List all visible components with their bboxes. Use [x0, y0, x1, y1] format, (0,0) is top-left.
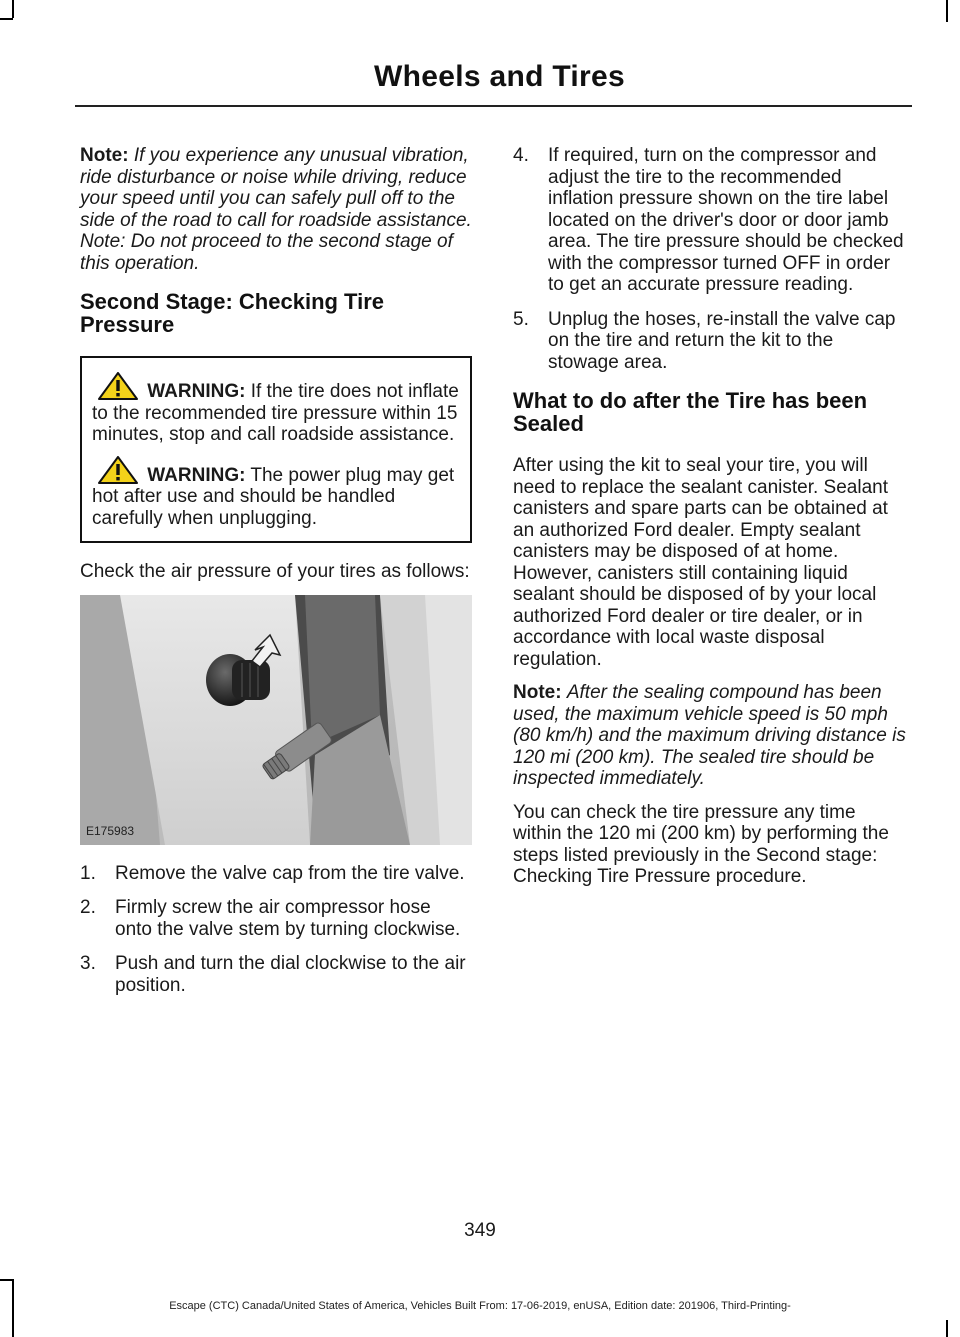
crop-mark [0, 18, 13, 20]
warning-text: The power plug may get hot after use and should be handled carefully when unplugging. [92, 464, 455, 529]
step-number: 1. [80, 862, 96, 884]
step-text: Firmly screw the air compressor hose onto the valve stem by turning clockwise. [115, 897, 461, 940]
step-text: Unplug the hoses, re-install the valve cap on the tire and return the kit to the stowage area. [548, 308, 896, 373]
list-item [80, 863, 472, 885]
note-text: After the sealing compound has been used, the maximum vehicle speed is 50 mph (80 km/h) and the maximum driving distance is 120 mi (200 km). The sealed tire should be inspected immediately. [513, 682, 906, 789]
edition-info: Escape (CTC) Canada/United States of America, Vehicles Built From: 17-06-2019, enUSA, Edition date: 201906, Third-Printing- [169, 1300, 791, 1312]
step-number: 5. [513, 308, 529, 330]
steps-list [513, 145, 908, 373]
warning-item [92, 372, 460, 446]
page-title: Wheels and Tires [374, 60, 625, 93]
step-text: Push and turn the dial clockwise to the air position. [115, 953, 466, 996]
step-text: Remove the valve cap from the tire valve. [115, 862, 465, 884]
crop-mark [12, 0, 14, 18]
body-paragraph: You can check the tire pressure any time within the 120 mi (200 km) by performing the steps listed previously in the Second stage: Checking Tire Pressure procedure. [513, 801, 889, 887]
list-item [80, 897, 472, 940]
figure-code: E175983 [86, 824, 135, 838]
page-number: 349 [464, 1220, 496, 1241]
step-number: 4. [513, 145, 529, 166]
warning-label: WARNING: [147, 464, 246, 486]
note-paragraph [513, 682, 908, 790]
right-column [513, 145, 908, 900]
warning-triangle-icon [98, 456, 138, 484]
body-paragraph: After using the kit to seal your tire, you will need to replace the sealant canister. Sealant canisters and spare parts can be obtained at an authorized Ford dealer. Empty sealant canisters may be disposed of at home. However, canisters still containing liquid sealant should be disposed of by your local authorized Ford dealer or tire dealer, or in accordance with local waste disposal regulation. [513, 455, 888, 670]
note-label: Note: [80, 145, 129, 166]
warning-label: WARNING: [147, 381, 246, 402]
section-heading: Second Stage: Checking Tire Pressure [80, 289, 385, 337]
step-number: 2. [80, 897, 96, 918]
step-text: If required, turn on the compressor and adjust the tire to the recommended inflation pressure shown on the tire label located on the driver's door or door jamb area. The tire pressure should be checked with the compressor turned OFF in order to get an accurate pressure reading. [548, 145, 904, 295]
crop-mark [946, 1320, 948, 1337]
list-item [80, 953, 472, 996]
note-paragraph [80, 145, 472, 274]
crop-mark [946, 0, 948, 22]
intro-paragraph: Check the air pressure of your tires as follows: [80, 561, 470, 582]
section-heading: What to do after the Tire has been Sealed [513, 388, 868, 436]
list-item [513, 145, 908, 296]
warning-triangle-icon [98, 372, 138, 400]
list-item [513, 309, 908, 374]
note-label: Note: [513, 682, 562, 703]
warning-item [92, 456, 460, 530]
header-divider [75, 105, 912, 107]
warning-box [80, 356, 472, 543]
step-number: 3. [80, 953, 96, 974]
note-text: If you experience any unusual vibration, ride disturbance or noise while driving, reduce your speed until you can safely pull off to the side of the road to call for roadside assistance. Note: Do not proceed to the second stage of this operation. [80, 145, 472, 274]
steps-list [80, 863, 472, 997]
tire-valve-illustration [80, 595, 472, 845]
warning-text: If the tire does not inflate to the recommended tire pressure within 15 minutes, stop and call roadside assistance. [92, 381, 459, 445]
left-column [80, 145, 472, 1009]
